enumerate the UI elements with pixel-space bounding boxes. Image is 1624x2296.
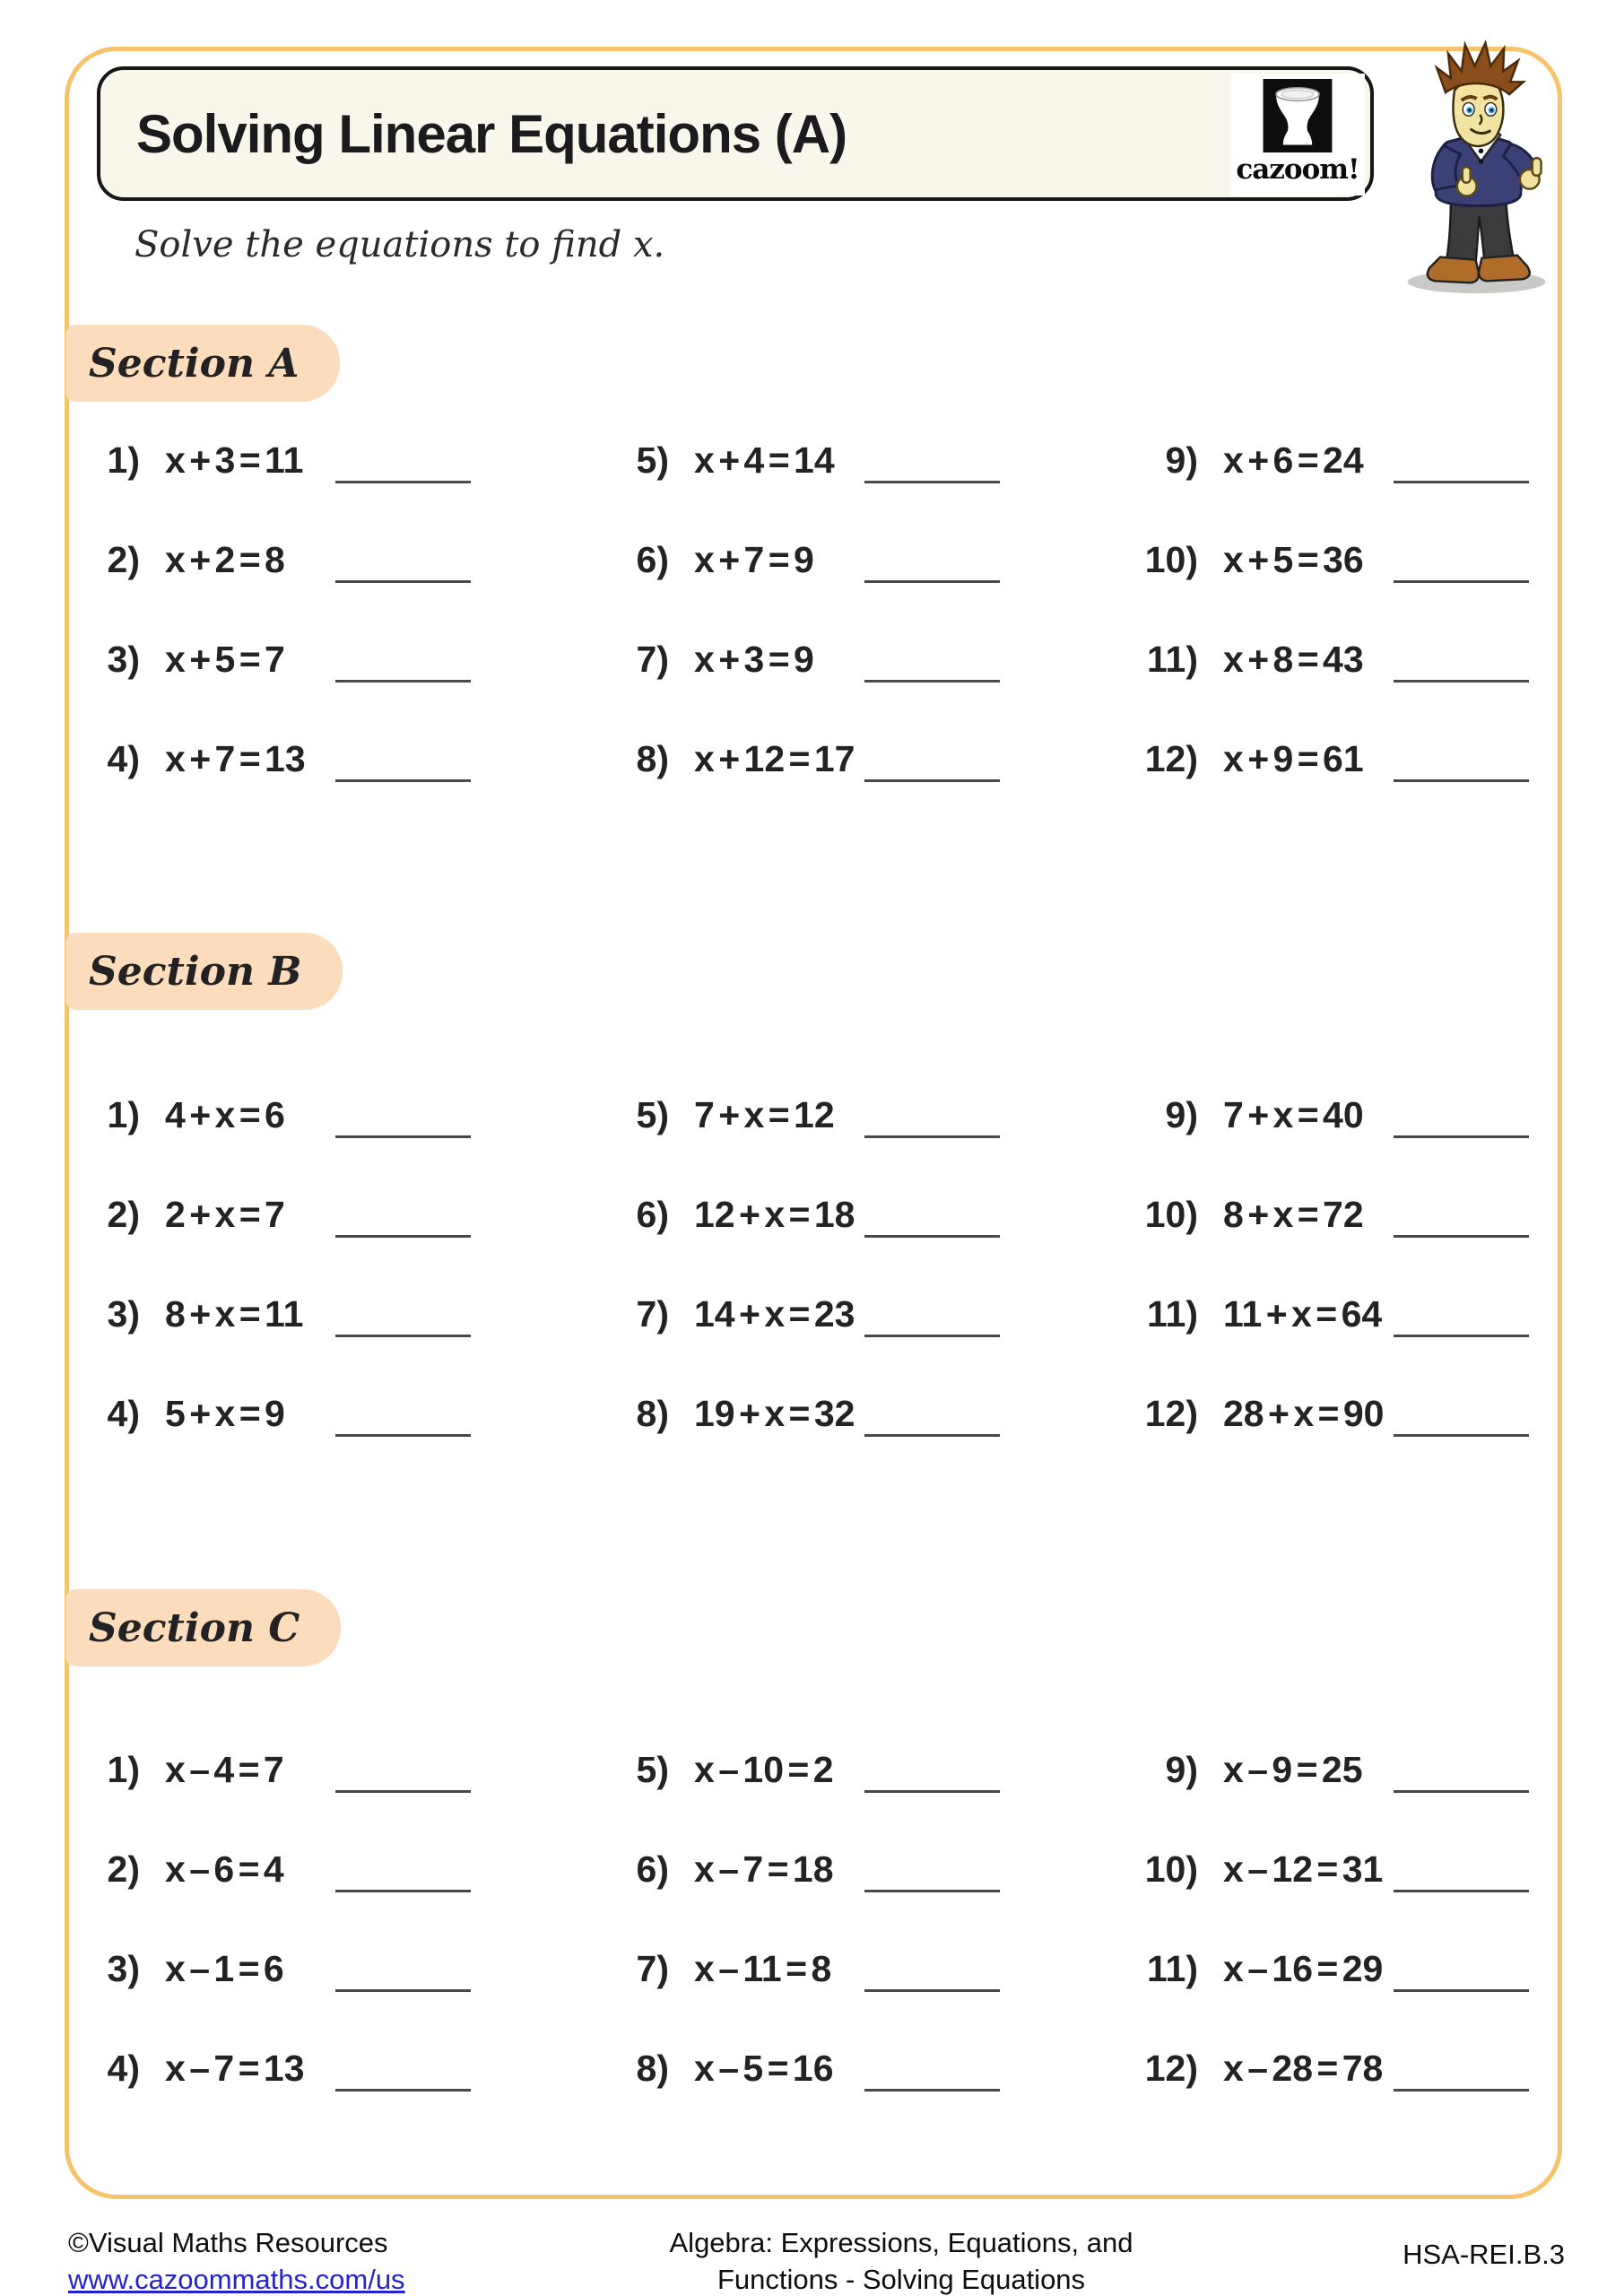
section-a-badge	[65, 325, 340, 402]
question	[615, 1389, 1144, 1489]
question	[86, 735, 615, 834]
question-equation: x + 5 = 36	[1223, 539, 1364, 580]
question-equation: x + 12 = 17	[694, 738, 855, 779]
question	[615, 2044, 1144, 2144]
question-number: 7)	[636, 1948, 669, 1989]
question-equation: x – 5 = 16	[694, 2048, 834, 2089]
section-a-label: Section A	[89, 340, 300, 387]
question	[1144, 535, 1561, 635]
question-number: 3)	[107, 1293, 140, 1335]
answer-line[interactable]	[1394, 1790, 1529, 1793]
question-number: 3)	[107, 639, 140, 680]
answer-line[interactable]	[864, 2089, 1000, 2092]
question-number: 12)	[1144, 738, 1198, 779]
question	[1144, 1944, 1561, 2044]
question-number: 5)	[636, 1094, 669, 1135]
question-equation: 7 + x = 40	[1223, 1094, 1364, 1135]
question	[1144, 1745, 1561, 1845]
footer-copyright: ©Visual Maths Resources	[68, 2227, 388, 2258]
question	[86, 1944, 615, 2044]
question-equation: 8 + x = 72	[1223, 1194, 1364, 1235]
answer-line[interactable]	[335, 1790, 471, 1793]
question-equation: x + 9 = 61	[1223, 738, 1364, 779]
answer-line[interactable]	[335, 2089, 471, 2092]
question-number: 3)	[107, 1948, 140, 1989]
answer-line[interactable]	[864, 1335, 1000, 1337]
question-equation: x + 4 = 14	[694, 439, 835, 481]
question	[615, 436, 1144, 535]
student-character-illustration	[1388, 36, 1574, 301]
question-number: 1)	[107, 439, 140, 481]
answer-line[interactable]	[1394, 481, 1529, 483]
section-c-questions	[86, 1745, 1561, 2144]
answer-line[interactable]	[864, 1890, 1000, 1892]
question-equation: 5 + x = 9	[165, 1393, 285, 1434]
question-number: 10)	[1144, 1848, 1198, 1890]
question	[86, 1190, 615, 1290]
question-equation: x + 8 = 43	[1223, 639, 1364, 680]
question-number: 11)	[1147, 1948, 1198, 1989]
question-number: 4)	[107, 738, 140, 779]
question-equation: x – 9 = 25	[1223, 1749, 1363, 1790]
question-equation: x – 16 = 29	[1223, 1948, 1384, 1989]
question-equation: 2 + x = 7	[165, 1194, 285, 1235]
question-number: 6)	[636, 1194, 669, 1235]
question	[615, 535, 1144, 635]
answer-line[interactable]	[1394, 1434, 1529, 1437]
question-number: 8)	[636, 1393, 669, 1434]
question-equation: x – 6 = 4	[165, 1848, 284, 1890]
answer-line[interactable]	[335, 779, 471, 782]
question-equation: x – 1 = 6	[165, 1948, 284, 1989]
question	[1144, 635, 1561, 735]
section-b-badge	[65, 933, 343, 1010]
question-equation: 11 + x = 64	[1223, 1293, 1383, 1335]
answer-line[interactable]	[864, 1989, 1000, 1992]
question	[1144, 1389, 1561, 1489]
question-equation: x – 4 = 7	[165, 1749, 284, 1790]
question-number: 2)	[107, 1194, 140, 1235]
question	[86, 535, 615, 635]
question-number: 10)	[1144, 1194, 1198, 1235]
question	[86, 2044, 615, 2144]
question	[1144, 735, 1561, 834]
footer-link[interactable]: www.cazoommaths.com/us	[68, 2264, 405, 2295]
question-equation: x – 12 = 31	[1223, 1848, 1384, 1890]
section-c-badge	[65, 1589, 341, 1666]
answer-line[interactable]	[1394, 2089, 1529, 2092]
question	[615, 635, 1144, 735]
question-equation: 7 + x = 12	[694, 1094, 835, 1135]
question-number: 9)	[1165, 439, 1198, 481]
question-number: 6)	[636, 1848, 669, 1890]
question	[86, 635, 615, 735]
question-equation: 19 + x = 32	[694, 1393, 855, 1434]
answer-line[interactable]	[864, 580, 1000, 583]
question	[86, 1845, 615, 1944]
answer-line[interactable]	[335, 1235, 471, 1238]
question	[1144, 1190, 1561, 1290]
question-number: 1)	[107, 1094, 140, 1135]
question	[615, 1745, 1144, 1845]
question-number: 9)	[1165, 1094, 1198, 1135]
logo-wordmark: cazoom!	[1236, 153, 1359, 186]
question-equation: 4 + x = 6	[165, 1094, 285, 1135]
question	[1144, 436, 1561, 535]
title-box	[97, 66, 1374, 201]
answer-line[interactable]	[1394, 1335, 1529, 1337]
question-equation: 8 + x = 11	[165, 1293, 304, 1335]
question-equation: x + 2 = 8	[165, 539, 285, 580]
answer-line[interactable]	[864, 1790, 1000, 1793]
question	[615, 735, 1144, 834]
cazoom-logo	[1230, 74, 1365, 196]
question	[1144, 2044, 1561, 2144]
question	[1144, 1290, 1561, 1389]
question	[86, 1091, 615, 1190]
question-number: 7)	[636, 639, 669, 680]
question-equation: x – 7 = 13	[165, 2048, 305, 2089]
instruction-text: Solve the equations to find x.	[135, 224, 665, 265]
section-b-questions	[86, 1091, 1561, 1489]
question-number: 8)	[636, 738, 669, 779]
question-equation: x + 6 = 24	[1223, 439, 1364, 481]
question-equation: x + 7 = 9	[694, 539, 814, 580]
section-b-label: Section B	[89, 948, 302, 995]
footer-topic	[592, 2224, 1211, 2296]
answer-line[interactable]	[1394, 1135, 1529, 1138]
question	[1144, 1845, 1561, 1944]
page-footer	[0, 2215, 1624, 2296]
question	[86, 436, 615, 535]
question	[615, 1290, 1144, 1389]
answer-line[interactable]	[335, 1890, 471, 1892]
question	[615, 1944, 1144, 2044]
question-equation: x – 28 = 78	[1223, 2048, 1384, 2089]
answer-line[interactable]	[864, 1235, 1000, 1238]
section-a-questions	[86, 436, 1561, 834]
question-number: 8)	[636, 2048, 669, 2089]
question-equation: x – 10 = 2	[694, 1749, 834, 1790]
question-number: 9)	[1165, 1749, 1198, 1790]
question	[1144, 1091, 1561, 1190]
answer-line[interactable]	[335, 1335, 471, 1337]
answer-line[interactable]	[1394, 1890, 1529, 1892]
footer-topic-line2: Functions - Solving Equations	[716, 2264, 1086, 2295]
question-number: 6)	[636, 539, 669, 580]
question-number: 1)	[107, 1749, 140, 1790]
question	[615, 1091, 1144, 1190]
question	[86, 1389, 615, 1489]
answer-line[interactable]	[864, 1135, 1000, 1138]
question-number: 5)	[636, 439, 669, 481]
answer-line[interactable]	[1394, 1989, 1529, 1992]
footer-standard: HSA-REI.B.3	[1403, 2239, 1565, 2270]
answer-line[interactable]	[335, 680, 471, 683]
question-equation: x + 5 = 7	[165, 639, 285, 680]
question-equation: 28 + x = 90	[1223, 1393, 1385, 1434]
answer-line[interactable]	[335, 580, 471, 583]
question-number: 10)	[1144, 539, 1198, 580]
answer-line[interactable]	[864, 481, 1000, 483]
question-number: 11)	[1147, 1293, 1198, 1335]
question	[615, 1845, 1144, 1944]
answer-line[interactable]	[864, 779, 1000, 782]
question-number: 4)	[107, 1393, 140, 1434]
answer-line[interactable]	[864, 1434, 1000, 1437]
answer-line[interactable]	[1394, 580, 1529, 583]
answer-line[interactable]	[1394, 1235, 1529, 1238]
question-number: 7)	[636, 1293, 669, 1335]
answer-line[interactable]	[864, 680, 1000, 683]
question-equation: x + 3 = 9	[694, 639, 814, 680]
question-equation: x – 11 = 8	[694, 1948, 832, 1989]
answer-line[interactable]	[1394, 680, 1529, 683]
answer-line[interactable]	[335, 1989, 471, 1992]
question-number: 12)	[1144, 2048, 1198, 2089]
question	[86, 1745, 615, 1845]
question-equation: x + 3 = 11	[165, 439, 304, 481]
question-number: 2)	[107, 1848, 140, 1890]
question	[615, 1190, 1144, 1290]
question-number: 5)	[636, 1749, 669, 1790]
question-equation: x + 7 = 13	[165, 738, 306, 779]
question	[86, 1290, 615, 1389]
answer-line[interactable]	[335, 1135, 471, 1138]
section-c-label: Section C	[89, 1605, 300, 1651]
question-equation: x – 7 = 18	[694, 1848, 834, 1890]
answer-line[interactable]	[335, 481, 471, 483]
question-equation: 14 + x = 23	[694, 1293, 855, 1335]
question-equation: 12 + x = 18	[694, 1194, 855, 1235]
answer-line[interactable]	[335, 1434, 471, 1437]
question-number: 12)	[1144, 1393, 1198, 1434]
question-number: 11)	[1147, 639, 1198, 680]
question-number: 4)	[107, 2048, 140, 2089]
answer-line[interactable]	[1394, 779, 1529, 782]
drum-icon	[1263, 79, 1333, 152]
page-title: Solving Linear Equations (A)	[136, 103, 847, 164]
question-number: 2)	[107, 539, 140, 580]
footer-topic-line1: Algebra: Expressions, Equations, and	[669, 2227, 1133, 2258]
